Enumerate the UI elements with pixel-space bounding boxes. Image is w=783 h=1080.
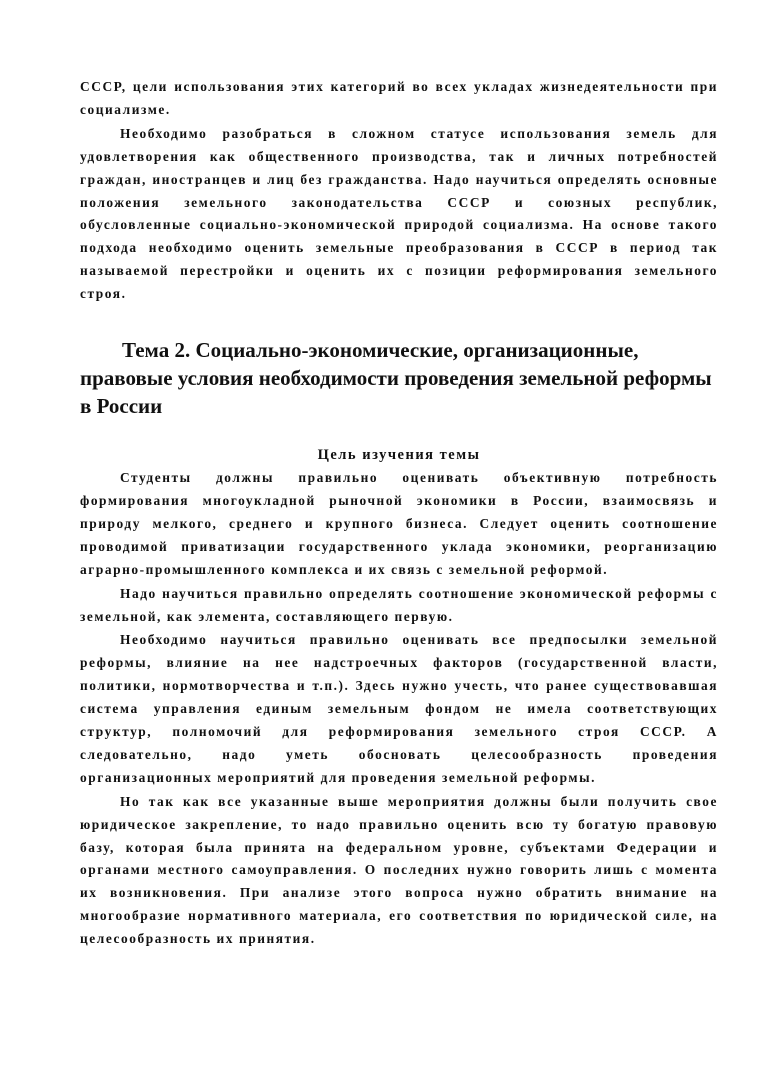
paragraph-students: Студенты должны правильно оценивать объективную потребность формирования многоукладной рыночной экономики в России, взаимосвязь и природу мелкого, среднего и крупного бизнеса. Следует оценить соотношение проводимой приватизации государственного уклада экономики, реорганизацию аграрно-промышленного комплекса и их связь с земельной реформой. (80, 470, 718, 577)
paragraph-prerequisites: Необходимо научиться правильно оценивать все предпосылки земельной реформы, влияние на нее надстроечных факторов (государственной власти, политики, нормотворчества и т.п.). Здесь нужно учесть, что ранее существовавшая система управления единым земельным фондом не имела соответствующих структур, полномочий для реформирования земельного строя СССР. А следовательно, надо уметь обосновать целесообразность проведения организационных мероприятий для проведения земельной реформы. (80, 632, 718, 785)
paragraph-continuation: СССР, цели использования этих категорий во всех укладах жизнедеятельности при социализме. (80, 79, 718, 117)
topic-heading (80, 336, 718, 420)
topic-heading-line1: Тема 2. Социально-экономические, организационные, (122, 338, 639, 363)
document-page (80, 76, 718, 951)
paragraph-legal-base: Но так как все указанные выше мероприятия должны были получить свое юридическое закрепление, то надо правильно оценить всю ту богатую правовую базу, которая была принята на федеральном уровне, субъектами Федерации и органами местного самоуправления. О последних нужно говорить лишь с момента их возникновения. При анализе этого вопроса нужно обратить внимание на многообразие нормативного материала, его соответствия по юридической силе, на целесообразность их принятия. (80, 793, 718, 947)
paragraph-economic-reform: Надо научиться правильно определять соотношение экономической реформы с земельной, как элемента, составляющего первую. (80, 585, 718, 624)
goal-heading: Цель изучения темы (317, 447, 481, 464)
paragraph-land-status: Необходимо разобраться в сложном статусе использования земель для удовлетворения как общественного производства, так и личных потребностей граждан, иностранцев и лиц без гражданства. Надо научиться определять основные положения земельного законодательства СССР и союзных республик, обусловленные социально-экономической природой социализма. На основе такого подхода необходимо оценить земельные преобразования в СССР в период так называемой перестройки и оценить их с позиции реформирования земельного строя. (80, 125, 718, 302)
topic-heading-rest: правовые условия необходимости проведения земельной реформы в России (80, 366, 712, 419)
